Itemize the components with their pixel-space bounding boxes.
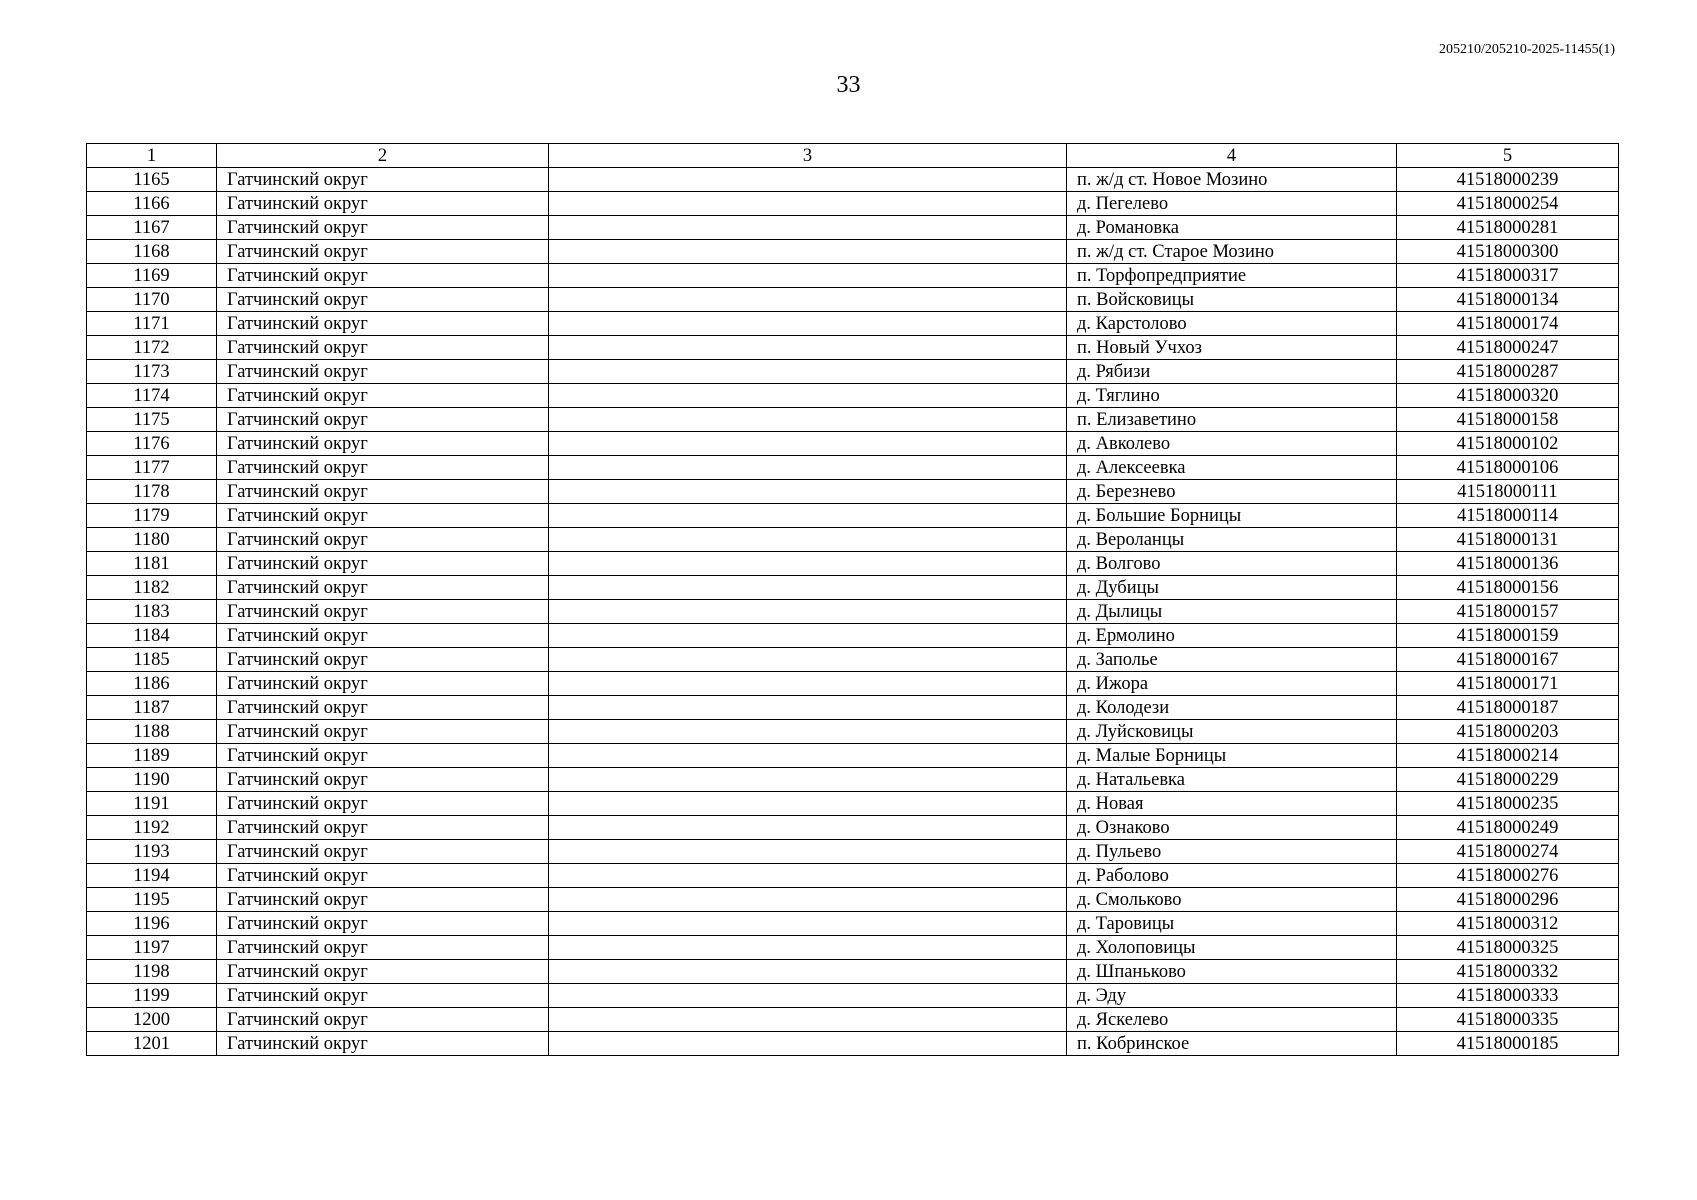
district-cell: Гатчинский округ (217, 528, 549, 552)
settlement-cell: д. Яскелево (1067, 1008, 1397, 1032)
row-number-cell: 1181 (87, 552, 217, 576)
blank-cell (549, 960, 1067, 984)
column-header: 4 (1067, 144, 1397, 168)
settlement-cell: д. Березнево (1067, 480, 1397, 504)
district-cell: Гатчинский округ (217, 408, 549, 432)
table-row (87, 960, 1619, 984)
settlement-cell: п. Елизаветино (1067, 408, 1397, 432)
row-number-cell: 1184 (87, 624, 217, 648)
oktmo-code-cell: 41518000174 (1397, 312, 1619, 336)
blank-cell (549, 792, 1067, 816)
blank-cell (549, 264, 1067, 288)
oktmo-code-cell: 41518000114 (1397, 504, 1619, 528)
table-row (87, 336, 1619, 360)
settlement-cell: д. Смольково (1067, 888, 1397, 912)
table-row (87, 840, 1619, 864)
table-row (87, 864, 1619, 888)
row-number-cell: 1173 (87, 360, 217, 384)
table-row (87, 888, 1619, 912)
table-row (87, 264, 1619, 288)
district-cell: Гатчинский округ (217, 192, 549, 216)
settlement-cell: д. Большие Борницы (1067, 504, 1397, 528)
table-row (87, 432, 1619, 456)
blank-cell (549, 480, 1067, 504)
row-number-cell: 1198 (87, 960, 217, 984)
settlement-cell: д. Новая (1067, 792, 1397, 816)
row-number-cell: 1172 (87, 336, 217, 360)
blank-cell (549, 648, 1067, 672)
district-cell: Гатчинский округ (217, 576, 549, 600)
blank-cell (549, 456, 1067, 480)
settlement-cell: д. Рябизи (1067, 360, 1397, 384)
district-cell: Гатчинский округ (217, 600, 549, 624)
row-number-cell: 1175 (87, 408, 217, 432)
oktmo-code-cell: 41518000167 (1397, 648, 1619, 672)
row-number-cell: 1165 (87, 168, 217, 192)
blank-cell (549, 720, 1067, 744)
district-cell: Гатчинский округ (217, 984, 549, 1008)
table-row (87, 936, 1619, 960)
district-cell: Гатчинский округ (217, 1032, 549, 1056)
row-number-cell: 1182 (87, 576, 217, 600)
table-row (87, 1032, 1619, 1056)
blank-cell (549, 984, 1067, 1008)
blank-cell (549, 864, 1067, 888)
settlement-cell: д. Заполье (1067, 648, 1397, 672)
row-number-cell: 1166 (87, 192, 217, 216)
blank-cell (549, 432, 1067, 456)
settlement-cell: д. Пульево (1067, 840, 1397, 864)
oktmo-code-cell: 41518000159 (1397, 624, 1619, 648)
row-number-cell: 1197 (87, 936, 217, 960)
table-row (87, 240, 1619, 264)
blank-cell (549, 288, 1067, 312)
row-number-cell: 1199 (87, 984, 217, 1008)
oktmo-code-cell: 41518000249 (1397, 816, 1619, 840)
blank-cell (549, 912, 1067, 936)
table-row (87, 792, 1619, 816)
row-number-cell: 1174 (87, 384, 217, 408)
row-number-cell: 1200 (87, 1008, 217, 1032)
table-row (87, 744, 1619, 768)
district-cell: Гатчинский округ (217, 912, 549, 936)
row-number-cell: 1171 (87, 312, 217, 336)
district-cell: Гатчинский округ (217, 648, 549, 672)
blank-cell (549, 600, 1067, 624)
oktmo-code-cell: 41518000317 (1397, 264, 1619, 288)
oktmo-code-cell: 41518000239 (1397, 168, 1619, 192)
table-row (87, 312, 1619, 336)
blank-cell (549, 216, 1067, 240)
table-row (87, 768, 1619, 792)
column-header: 2 (217, 144, 549, 168)
oktmo-code-cell: 41518000136 (1397, 552, 1619, 576)
oktmo-code-cell: 41518000247 (1397, 336, 1619, 360)
row-number-cell: 1183 (87, 600, 217, 624)
oktmo-code-cell: 41518000320 (1397, 384, 1619, 408)
row-number-cell: 1177 (87, 456, 217, 480)
row-number-cell: 1201 (87, 1032, 217, 1056)
settlement-cell: д. Пегелево (1067, 192, 1397, 216)
oktmo-code-cell: 41518000229 (1397, 768, 1619, 792)
blank-cell (549, 528, 1067, 552)
oktmo-code-cell: 41518000281 (1397, 216, 1619, 240)
oktmo-code-cell: 41518000187 (1397, 696, 1619, 720)
district-cell: Гатчинский округ (217, 480, 549, 504)
settlement-cell: д. Ознаково (1067, 816, 1397, 840)
district-cell: Гатчинский округ (217, 792, 549, 816)
settlement-cell: д. Авколево (1067, 432, 1397, 456)
table-body (87, 168, 1619, 1056)
page-number: 33 (836, 72, 861, 98)
row-number-cell: 1189 (87, 744, 217, 768)
table-row (87, 168, 1619, 192)
oktmo-code-cell: 41518000335 (1397, 1008, 1619, 1032)
table-row (87, 360, 1619, 384)
settlement-cell: д. Малые Борницы (1067, 744, 1397, 768)
table-row (87, 1008, 1619, 1032)
district-cell: Гатчинский округ (217, 888, 549, 912)
table-row (87, 984, 1619, 1008)
row-number-cell: 1195 (87, 888, 217, 912)
table-row (87, 528, 1619, 552)
settlement-cell: д. Карстолово (1067, 312, 1397, 336)
settlement-cell: д. Алексеевка (1067, 456, 1397, 480)
settlement-cell: п. Войсковицы (1067, 288, 1397, 312)
row-number-cell: 1176 (87, 432, 217, 456)
oktmo-code-cell: 41518000333 (1397, 984, 1619, 1008)
settlement-cell: д. Натальевка (1067, 768, 1397, 792)
settlement-cell: д. Ермолино (1067, 624, 1397, 648)
settlement-cell: д. Вероланцы (1067, 528, 1397, 552)
table-row (87, 216, 1619, 240)
blank-cell (549, 672, 1067, 696)
blank-cell (549, 624, 1067, 648)
row-number-cell: 1191 (87, 792, 217, 816)
table-row (87, 384, 1619, 408)
oktmo-code-cell: 41518000214 (1397, 744, 1619, 768)
oktmo-code-cell: 41518000131 (1397, 528, 1619, 552)
row-number-cell: 1185 (87, 648, 217, 672)
oktmo-code-cell: 41518000235 (1397, 792, 1619, 816)
blank-cell (549, 696, 1067, 720)
settlement-cell: д. Дубицы (1067, 576, 1397, 600)
settlement-cell: п. ж/д ст. Старое Мозино (1067, 240, 1397, 264)
row-number-cell: 1168 (87, 240, 217, 264)
row-number-cell: 1169 (87, 264, 217, 288)
table-row (87, 696, 1619, 720)
row-number-cell: 1170 (87, 288, 217, 312)
district-cell: Гатчинский округ (217, 768, 549, 792)
column-header: 1 (87, 144, 217, 168)
blank-cell (549, 552, 1067, 576)
district-cell: Гатчинский округ (217, 960, 549, 984)
settlement-cell: д. Дылицы (1067, 600, 1397, 624)
oktmo-code-cell: 41518000300 (1397, 240, 1619, 264)
district-cell: Гатчинский округ (217, 936, 549, 960)
settlement-cell: д. Волгово (1067, 552, 1397, 576)
oktmo-code-cell: 41518000102 (1397, 432, 1619, 456)
settlement-cell: д. Луйсковицы (1067, 720, 1397, 744)
oktmo-code-cell: 41518000254 (1397, 192, 1619, 216)
blank-cell (549, 192, 1067, 216)
table-row (87, 456, 1619, 480)
district-cell: Гатчинский округ (217, 432, 549, 456)
blank-cell (549, 504, 1067, 528)
blank-cell (549, 1032, 1067, 1056)
district-cell: Гатчинский округ (217, 456, 549, 480)
row-number-cell: 1167 (87, 216, 217, 240)
oktmo-code-cell: 41518000276 (1397, 864, 1619, 888)
settlement-cell: п. Кобринское (1067, 1032, 1397, 1056)
table-row (87, 288, 1619, 312)
settlement-cell: д. Холоповицы (1067, 936, 1397, 960)
table-row (87, 576, 1619, 600)
blank-cell (549, 936, 1067, 960)
settlement-cell: д. Ижора (1067, 672, 1397, 696)
blank-cell (549, 312, 1067, 336)
district-cell: Гатчинский округ (217, 840, 549, 864)
blank-cell (549, 576, 1067, 600)
district-cell: Гатчинский округ (217, 1008, 549, 1032)
table-row (87, 720, 1619, 744)
district-cell: Гатчинский округ (217, 168, 549, 192)
blank-cell (549, 360, 1067, 384)
table-row (87, 816, 1619, 840)
oktmo-code-cell: 41518000274 (1397, 840, 1619, 864)
blank-cell (549, 888, 1067, 912)
district-cell: Гатчинский округ (217, 864, 549, 888)
blank-cell (549, 768, 1067, 792)
oktmo-code-cell: 41518000156 (1397, 576, 1619, 600)
table-row (87, 672, 1619, 696)
district-cell: Гатчинский округ (217, 264, 549, 288)
table-row (87, 600, 1619, 624)
settlement-cell: п. Новый Учхоз (1067, 336, 1397, 360)
district-cell: Гатчинский округ (217, 216, 549, 240)
row-number-cell: 1187 (87, 696, 217, 720)
row-number-cell: 1192 (87, 816, 217, 840)
blank-cell (549, 240, 1067, 264)
table-row (87, 648, 1619, 672)
blank-cell (549, 840, 1067, 864)
blank-cell (549, 744, 1067, 768)
settlement-cell: д. Шпаньково (1067, 960, 1397, 984)
table-row (87, 408, 1619, 432)
blank-cell (549, 168, 1067, 192)
row-number-cell: 1179 (87, 504, 217, 528)
oktmo-code-cell: 41518000287 (1397, 360, 1619, 384)
row-number-cell: 1196 (87, 912, 217, 936)
settlement-cell: д. Колодези (1067, 696, 1397, 720)
row-number-cell: 1190 (87, 768, 217, 792)
district-cell: Гатчинский округ (217, 624, 549, 648)
district-cell: Гатчинский округ (217, 384, 549, 408)
document-id: 205210/205210-2025-11455(1) (1438, 42, 1615, 57)
settlement-cell: п. ж/д ст. Новое Мозино (1067, 168, 1397, 192)
column-header: 5 (1397, 144, 1619, 168)
table-row (87, 552, 1619, 576)
table-header-row (87, 144, 1619, 168)
settlement-cell: д. Эду (1067, 984, 1397, 1008)
district-cell: Гатчинский округ (217, 720, 549, 744)
row-number-cell: 1194 (87, 864, 217, 888)
table-row (87, 624, 1619, 648)
district-cell: Гатчинский округ (217, 336, 549, 360)
district-cell: Гатчинский округ (217, 696, 549, 720)
blank-cell (549, 336, 1067, 360)
blank-cell (549, 408, 1067, 432)
table-row (87, 192, 1619, 216)
table-row (87, 504, 1619, 528)
district-cell: Гатчинский округ (217, 816, 549, 840)
row-number-cell: 1178 (87, 480, 217, 504)
settlement-cell: д. Таровицы (1067, 912, 1397, 936)
district-cell: Гатчинский округ (217, 360, 549, 384)
oktmo-code-cell: 41518000158 (1397, 408, 1619, 432)
oktmo-code-cell: 41518000203 (1397, 720, 1619, 744)
settlement-cell: д. Тяглино (1067, 384, 1397, 408)
blank-cell (549, 816, 1067, 840)
oktmo-code-cell: 41518000157 (1397, 600, 1619, 624)
district-cell: Гатчинский округ (217, 552, 549, 576)
settlement-cell: д. Раболово (1067, 864, 1397, 888)
oktmo-code-cell: 41518000185 (1397, 1032, 1619, 1056)
settlement-cell: п. Торфопредприятие (1067, 264, 1397, 288)
oktmo-code-cell: 41518000325 (1397, 936, 1619, 960)
table-row (87, 480, 1619, 504)
district-cell: Гатчинский округ (217, 288, 549, 312)
column-header: 3 (549, 144, 1067, 168)
table-row (87, 912, 1619, 936)
oktmo-code-cell: 41518000134 (1397, 288, 1619, 312)
blank-cell (549, 1008, 1067, 1032)
settlement-cell: д. Романовка (1067, 216, 1397, 240)
oktmo-code-cell: 41518000171 (1397, 672, 1619, 696)
oktmo-code-cell: 41518000312 (1397, 912, 1619, 936)
district-cell: Гатчинский округ (217, 672, 549, 696)
row-number-cell: 1188 (87, 720, 217, 744)
district-cell: Гатчинский округ (217, 240, 549, 264)
settlements-table (86, 143, 1619, 1056)
row-number-cell: 1180 (87, 528, 217, 552)
oktmo-code-cell: 41518000296 (1397, 888, 1619, 912)
oktmo-code-cell: 41518000106 (1397, 456, 1619, 480)
row-number-cell: 1193 (87, 840, 217, 864)
district-cell: Гатчинский округ (217, 312, 549, 336)
district-cell: Гатчинский округ (217, 744, 549, 768)
row-number-cell: 1186 (87, 672, 217, 696)
oktmo-code-cell: 41518000111 (1397, 480, 1619, 504)
oktmo-code-cell: 41518000332 (1397, 960, 1619, 984)
blank-cell (549, 384, 1067, 408)
district-cell: Гатчинский округ (217, 504, 549, 528)
